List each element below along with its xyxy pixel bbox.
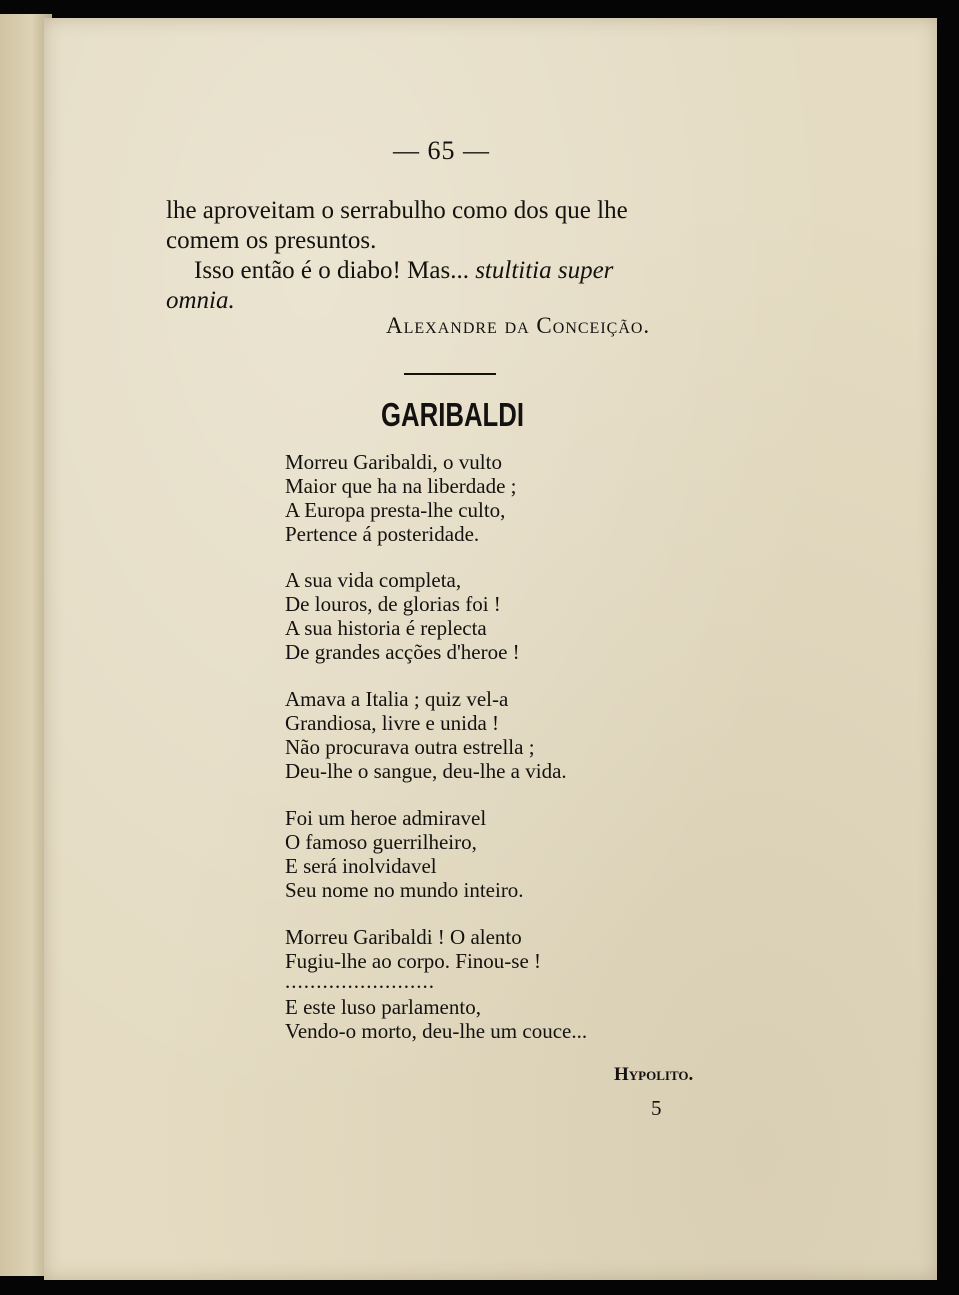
verse-line: Vendo-o morto, deu-lhe um couce...	[285, 1019, 588, 1043]
verse-line: A Europa presta-lhe culto,	[285, 498, 506, 522]
verse-line: Amava a Italia ; quiz vel-a	[285, 687, 509, 711]
page-number: — 65 —	[393, 136, 490, 165]
sheet-signature-mark: 5	[651, 1096, 662, 1120]
verse-line: A sua historia é replecta	[285, 616, 487, 640]
latin-phrase: stultitia super	[475, 257, 614, 284]
verse-line: Não procurava outra estrella ;	[285, 735, 535, 759]
prose-line: comem os presuntos.	[166, 227, 377, 254]
section-divider	[404, 373, 496, 375]
poem-title: GARIBALDI	[381, 396, 524, 433]
verse-line: Morreu Garibaldi, o vulto	[285, 450, 502, 474]
verse-line: E este luso parlamento,	[285, 995, 481, 1019]
verse-line: O famoso guerrilheiro,	[285, 830, 477, 854]
verse-line: Maior que ha na liberdade ;	[285, 474, 517, 498]
verse-line: Deu-lhe o sangue, deu-lhe a vida.	[285, 759, 567, 783]
prose-line: lhe aproveitam o serrabulho como dos que lhe	[166, 197, 628, 224]
author-signature: Alexandre da Conceição.	[386, 313, 651, 338]
verse-line: De louros, de glorias foi !	[285, 592, 501, 616]
verse-line: A sua vida completa,	[285, 568, 462, 592]
latin-phrase: omnia.	[166, 287, 235, 314]
verse-line: De grandes acções d'heroe !	[285, 640, 520, 664]
prose-line	[194, 256, 613, 286]
poet-signature: Hypolito.	[614, 1064, 694, 1085]
verse-line: Fugiu-lhe ao corpo. Finou-se !	[285, 949, 542, 973]
verse-line: E será inolvidavel	[285, 854, 437, 878]
verse-line: Grandiosa, livre e unida !	[285, 711, 500, 735]
verse-line: Foi um heroe admiravel	[285, 806, 487, 830]
prose-text: Isso então é o diabo! Mas...	[194, 257, 476, 284]
verse-line: Morreu Garibaldi ! O alento	[285, 925, 522, 949]
verse-line: Seu nome no mundo inteiro.	[285, 878, 524, 902]
verse-line: Pertence á posteridade.	[285, 522, 480, 546]
ellipsis-line: ........................	[285, 969, 435, 993]
